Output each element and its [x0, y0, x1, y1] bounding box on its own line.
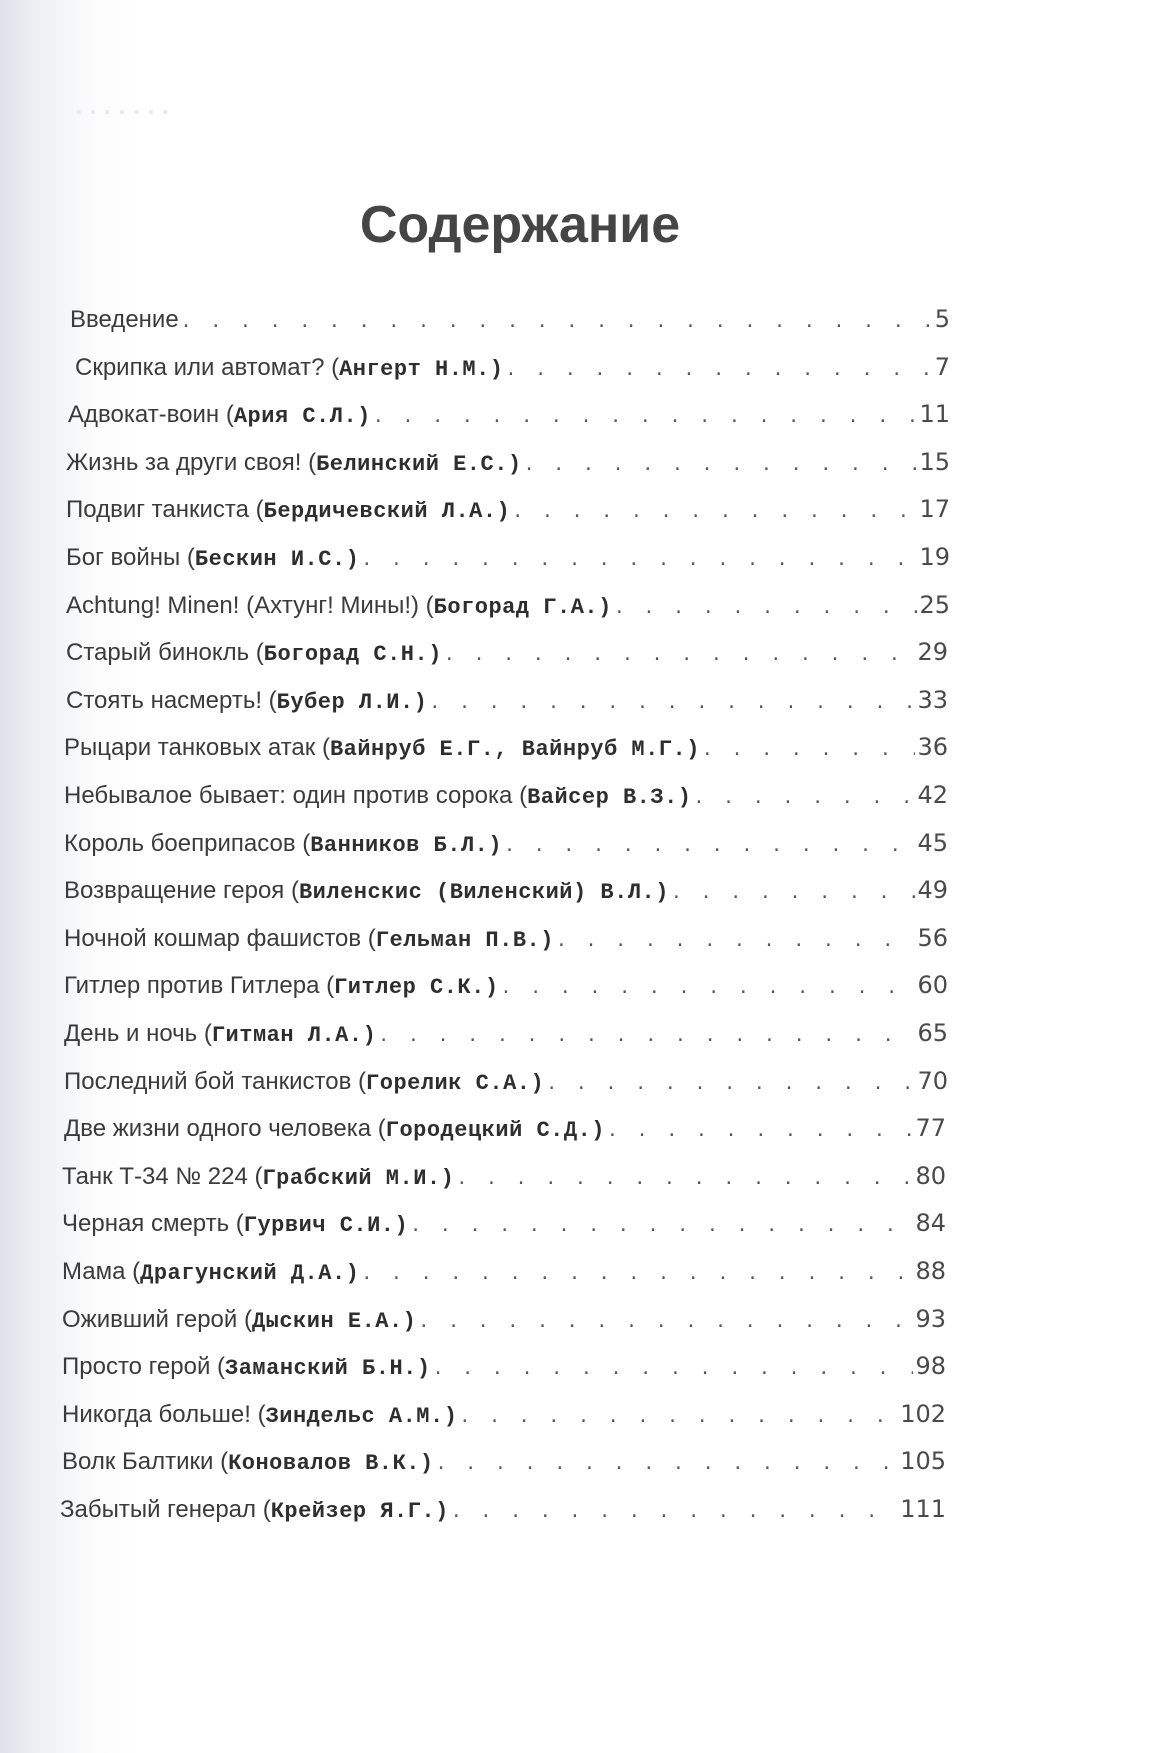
toc-entry-title: Оживший герой (: [62, 1305, 252, 1333]
toc-entry-author: Белинский Е.С.): [316, 451, 522, 477]
toc-entry-page-number: 98: [915, 1352, 946, 1381]
toc-entry-title: Гитлер против Гитлера (: [64, 972, 335, 1000]
toc-entry-page-number: 93: [915, 1304, 946, 1333]
toc-entry-author: Грабский М.И.): [262, 1165, 455, 1191]
toc-entry-author: Ангерт Н.М.): [339, 356, 504, 382]
toc-entry-title: Волк Балтики (: [62, 1448, 229, 1476]
toc-entry-page-number: 111: [900, 1495, 946, 1523]
dot-leader: [444, 644, 916, 665]
toc-entry-author: Дыскин Е.А.): [251, 1308, 417, 1334]
toc-entry-author: Гурвич С.И.): [243, 1213, 409, 1239]
toc-entry-title: Забытый генерал (: [60, 1496, 271, 1523]
dot-leader: [361, 1263, 913, 1284]
toc-entry-author: Бескин И.С.): [194, 547, 360, 572]
toc-entry[interactable]: [64, 829, 948, 861]
toc-entry[interactable]: [62, 1447, 946, 1479]
dot-leader: [504, 835, 915, 856]
dot-leader: [607, 1120, 913, 1141]
toc-entry-title: Подвиг танкиста (: [66, 496, 264, 524]
toc-entry-author: Коновалов В.К.): [228, 1451, 434, 1477]
toc-entry-page-number: 33: [917, 685, 948, 714]
dot-leader: [418, 1311, 913, 1332]
toc-entry-author: Бубер Л.И.): [276, 689, 428, 715]
toc-entry-author: Гельман П.В.): [375, 927, 554, 953]
toc-entry-title: Стоять насмерть! (: [66, 686, 277, 714]
toc-entry-page-number: 19: [919, 543, 950, 571]
toc-entry-page-number: 80: [915, 1161, 946, 1190]
toc-entry-title: Возвращение героя (: [64, 877, 299, 905]
toc-entry-page-number: 36: [917, 733, 948, 762]
toc-entry[interactable]: [64, 781, 948, 813]
toc-entry-page-number: 49: [917, 876, 948, 905]
toc-entry[interactable]: [66, 686, 948, 718]
dot-leader: [378, 1025, 915, 1046]
toc-entry-title: Achtung! Minen! (Ахтунг! Мины!) (: [66, 591, 434, 619]
dot-leader: [410, 1215, 913, 1236]
dot-leader: [546, 1073, 915, 1094]
toc-entry[interactable]: [62, 1209, 946, 1241]
toc-entry-page-number: 15: [919, 447, 950, 476]
toc-entry-page-number: 25: [919, 590, 950, 619]
toc-entry-title: Рыцари танковых атак (: [64, 734, 330, 762]
toc-entry-page-number: 84: [915, 1209, 946, 1238]
dot-leader: [436, 1453, 899, 1474]
toc-entry-page-number: 70: [917, 1066, 948, 1095]
dot-leader: [702, 739, 916, 760]
toc-entry[interactable]: [66, 448, 950, 480]
toc-entry-title: Король боеприпасов (: [64, 829, 311, 857]
toc-entry[interactable]: [66, 591, 950, 623]
toc-entry-title: Небывалое бывает: один против сорока (: [64, 782, 528, 809]
toc-entry[interactable]: [64, 876, 948, 908]
dot-leader: [506, 359, 933, 380]
toc-entry-author: Заманский Б.Н.): [225, 1356, 431, 1382]
toc-entry-title: День и ночь (: [64, 1020, 212, 1047]
toc-entry-title: Черная смерть (: [62, 1210, 244, 1238]
toc-entry-author: Богорад С.Н.): [263, 642, 442, 668]
toc-entry[interactable]: [62, 1162, 946, 1194]
toc-entry-title: Старый бинокль (: [66, 639, 264, 667]
toc-entry-page-number: 7: [934, 352, 950, 381]
toc-entry-author: Зиндельс А.М.): [265, 1403, 458, 1429]
toc-entry-title: Мама (: [62, 1258, 141, 1285]
toc-entry-author: Ария С.Л.): [233, 404, 371, 430]
toc-entry-title: Ночной кошмар фашистов (: [64, 924, 376, 952]
toc-entry[interactable]: [62, 1305, 946, 1337]
dot-leader: [456, 1168, 913, 1189]
toc-entry[interactable]: [62, 1352, 946, 1384]
bleed-through-text: . . . . . . .: [75, 90, 169, 120]
toc-entry[interactable]: [66, 495, 950, 527]
toc-entry-title: Жизнь за други своя! (: [66, 448, 317, 476]
toc-entry[interactable]: [66, 543, 950, 575]
toc-entry-author: Городецкий С.Д.): [385, 1118, 605, 1144]
toc-entry-author: Крейзер Я.Г.): [270, 1499, 449, 1524]
toc-entry-page-number: 45: [917, 828, 948, 857]
toc-entry[interactable]: [62, 1257, 946, 1289]
toc-entry[interactable]: [66, 638, 948, 670]
toc-entry[interactable]: [70, 305, 950, 337]
dot-leader: [501, 977, 916, 998]
dot-leader: [459, 1406, 898, 1427]
toc-entry-title: Бог войны (: [66, 544, 195, 571]
toc-entry-title: Скрипка или автомат? (: [75, 353, 340, 381]
dot-leader: [433, 1358, 914, 1379]
toc-entry-page-number: 60: [917, 971, 948, 1000]
dot-leader: [429, 692, 915, 713]
toc-entry-title: Никогда больше! (: [62, 1400, 266, 1428]
dot-leader: [524, 454, 918, 475]
toc-entry-author: Горелик С.А.): [366, 1070, 545, 1096]
toc-entry[interactable]: [60, 1495, 946, 1527]
toc-entry[interactable]: [64, 733, 948, 765]
toc-entry[interactable]: [64, 1019, 948, 1051]
page-title: Содержание: [359, 195, 681, 254]
toc-entry-author: Гитлер С.К.): [334, 975, 499, 1001]
toc-entry-author: Вайнруб Е.Г., Вайнруб М.Г.): [329, 737, 700, 763]
toc-entry-title: Просто герой (: [62, 1353, 226, 1381]
toc-entry[interactable]: [64, 924, 948, 956]
dot-leader: [671, 882, 916, 903]
toc-entry-page-number: 42: [917, 781, 948, 809]
toc-entry[interactable]: [62, 1400, 946, 1432]
toc-entry-page-number: 65: [917, 1019, 948, 1047]
dot-leader: [512, 501, 917, 522]
toc-entry[interactable]: [64, 1067, 948, 1099]
toc-entry-author: Вайсер В.З.): [527, 785, 692, 810]
toc-entry-page-number: 88: [915, 1257, 946, 1285]
toc-entry[interactable]: [75, 353, 950, 385]
toc-entry-page-number: 11: [919, 400, 950, 429]
toc-entry-page-number: 17: [919, 495, 950, 524]
toc-entry-title: Введение: [70, 306, 179, 333]
toc-entry[interactable]: [64, 1114, 946, 1146]
toc-entry-page-number: 102: [900, 1399, 946, 1428]
toc-entry-page-number: 105: [900, 1447, 946, 1476]
dot-leader: [373, 406, 918, 427]
toc-entry-title: Две жизни одного человека (: [64, 1115, 386, 1143]
dot-leader: [614, 597, 918, 618]
toc-entry-author: Бердичевский Л.А.): [263, 499, 511, 525]
toc-entry-title: Последний бой танкистов (: [64, 1067, 367, 1095]
toc-entry-author: Гитман Л.А.): [211, 1023, 377, 1048]
dot-leader: [556, 930, 916, 951]
dot-leader: [361, 549, 917, 570]
dot-leader: [694, 787, 916, 808]
toc-entry[interactable]: [68, 400, 950, 432]
toc-entry[interactable]: [64, 971, 948, 1003]
dot-leader: [181, 311, 933, 332]
toc-entry-page-number: 5: [934, 305, 950, 333]
dot-leader: [451, 1501, 898, 1522]
toc-entry-title: Танк Т-34 № 224 (: [62, 1162, 263, 1190]
toc-entry-page-number: 29: [917, 638, 948, 667]
toc-entry-author: Богорад Г.А.): [433, 594, 612, 620]
toc-entry-title: Адвокат-воин (: [68, 401, 234, 429]
toc-entry-page-number: 56: [917, 923, 948, 952]
toc-entry-author: Драгунский Д.А.): [140, 1261, 360, 1286]
toc-entry-page-number: 77: [915, 1114, 946, 1143]
toc-entry-author: Виленскис (Виленский) В.Л.): [298, 880, 669, 906]
toc-entry-author: Ванников Б.Л.): [310, 832, 503, 858]
